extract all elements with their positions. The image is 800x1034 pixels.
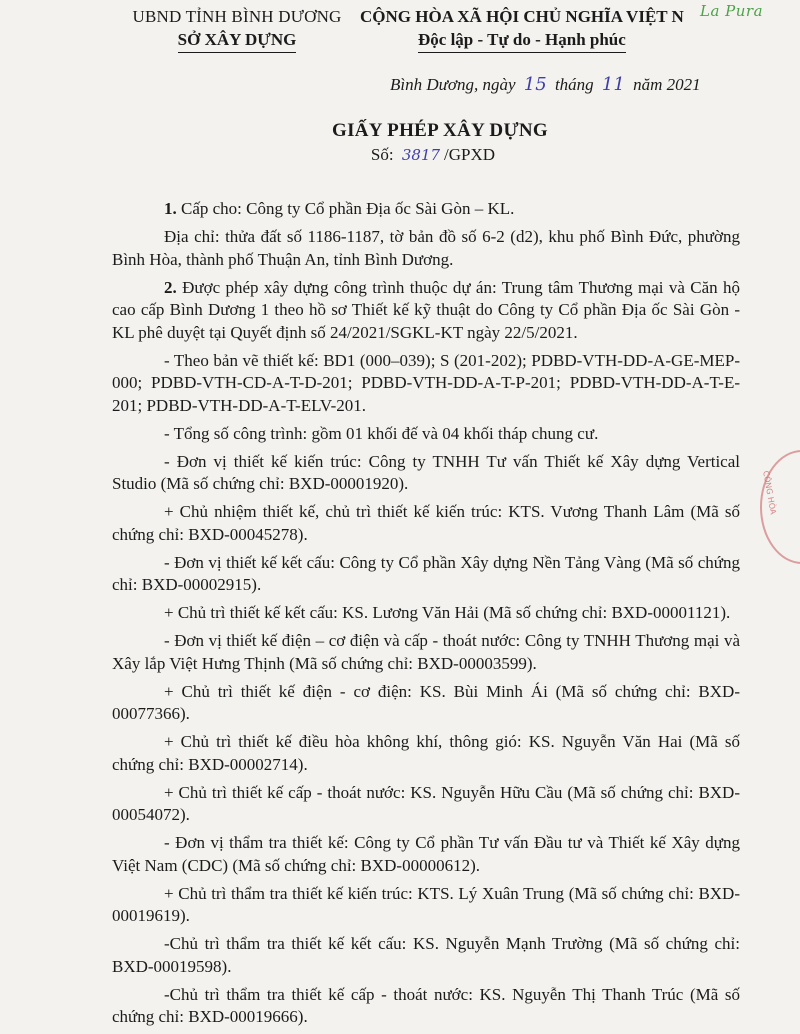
dateline (390, 74, 701, 95)
paragraph: - Đơn vị thẩm tra thiết kế: Công ty Cổ phần Tư vấn Đầu tư và Thiết kế Xây dựng Việt Nam (CDC) (Mã số chứng chỉ: BXD-00000612). (112, 833, 740, 875)
paragraph: - Theo bản vẽ thiết kế: BD1 (000–039); S (201-202); PDBD-VTH-DD-A-GE-MEP-000; PDBD-VTH-CD-A-T-D-201; PDBD-VTH-DD-A-T-P-201; PDBD-VTH-DD-A-T-E-201; PDBD-VTH-DD-A-T-ELV-201. (112, 350, 740, 415)
national-motto: Độc lập - Tự do - Hạnh phúc (418, 28, 626, 53)
handwritten-number: 3817 (401, 146, 441, 164)
paragraph: Địa chỉ: thửa đất số 1186-1187, tờ bản đồ số 6-2 (d2), khu phố Bình Đức, phường Bình Hòa, thành phố Thuận An, tỉnh Bình Dương. (112, 227, 740, 269)
dateline-month-label: tháng (554, 75, 594, 94)
paragraph: + Chủ trì thiết kế điều hòa không khí, thông gió: KS. Nguyễn Văn Hai (Mã số chứng chỉ: BXD-00002714). (112, 732, 740, 774)
paragraph: + Chủ trì thiết kế cấp - thoát nước: KS. Nguyễn Hữu Cầu (Mã số chứng chỉ: BXD-00054072). (112, 782, 740, 824)
paragraph-text: Cấp cho: Công ty Cổ phần Địa ốc Sài Gòn – KL. (176, 199, 515, 218)
watermark-logo: La Pura (700, 2, 764, 20)
permit-body (112, 198, 740, 1034)
number-suffix: /GPXD (444, 145, 496, 164)
handwritten-month: 11 (601, 74, 625, 95)
dateline-prefix: Bình Dương, ngày (390, 75, 516, 94)
number-label: Số: (370, 145, 394, 164)
authority-line-2: SỞ XÂY DỰNG (178, 28, 297, 53)
section-number: 1. (164, 199, 177, 218)
paragraph (112, 277, 740, 345)
paragraph: - Đơn vị thiết kế kết cấu: Công ty Cổ phần Xây dựng Nền Tảng Vàng (Mã số chứng chỉ: BXD-00002915). (112, 552, 740, 594)
paragraph: - Tổng số công trình: gồm 01 khối đế và 04 khối tháp chung cư. (164, 423, 599, 443)
dateline-year: năm 2021 (633, 75, 701, 94)
handwritten-day: 15 (523, 74, 547, 95)
paragraph: -Chủ trì thẩm tra thiết kế kết cấu: KS. Nguyễn Mạnh Trường (Mã số chứng chỉ: BXD-00019598). (112, 934, 740, 976)
issuing-authority (112, 5, 362, 53)
paragraph: - Đơn vị thiết kế điện – cơ điện và cấp - thoát nước: Công ty TNHH Thương mại và Xây lắp Việt Hưng Thịnh (Mã số chứng chỉ: BXD-00003599). (112, 631, 740, 673)
paragraph: + Chủ trì thiết kế điện - cơ điện: KS. Bùi Minh Ái (Mã số chứng chỉ: BXD-00077366). (112, 681, 740, 723)
paragraph: - Đơn vị thiết kế kiến trúc: Công ty TNHH Tư vấn Thiết kế Xây dựng Vertical Studio (Mã số chứng chỉ: BXD-00001920). (112, 451, 740, 493)
paragraph: + Chủ trì thẩm tra thiết kế kiến trúc: KTS. Lý Xuân Trung (Mã số chứng chỉ: BXD-00019619). (112, 883, 740, 925)
stamp-text: CÔNG HÒA (761, 470, 778, 516)
red-stamp (760, 450, 800, 564)
section-number: 2. (164, 277, 177, 297)
paragraph: + Chủ trì thiết kế kết cấu: KS. Lương Văn Hải (Mã số chứng chỉ: BXD-00001121). (164, 603, 731, 622)
paragraph: + Chủ nhiệm thiết kế, chủ trì thiết kế kiến trúc: KTS. Vương Thanh Lâm (Mã số chứng chỉ: BXD-00045278). (112, 502, 740, 544)
document-title: GIẤY PHÉP XÂY DỰNG (332, 120, 548, 141)
document-number (0, 145, 800, 165)
paragraph: -Chủ trì thẩm tra thiết kế cấp - thoát nước: KS. Nguyễn Thị Thanh Trúc (Mã số chứng chỉ: BXD-00019666). (112, 984, 740, 1026)
paragraph (112, 198, 740, 221)
authority-line-1: UBND TỈNH BÌNH DƯƠNG (132, 7, 342, 26)
nation-name: CỘNG HÒA XÃ HỘI CHỦ NGHĨA VIỆT N (360, 7, 684, 26)
paragraph-text: Được phép xây dựng công trình thuộc dự án: Trung tâm Thương mại và Căn hộ cao cấp Bình Dương 1 theo hồ sơ Thiết kế kỹ thuật do Công ty Cổ phần Địa ốc Sài Gòn - KL phê duyệt tại Quyết định số 24/2021/SGKL-KT ngày 22/5/2021. (112, 277, 740, 342)
